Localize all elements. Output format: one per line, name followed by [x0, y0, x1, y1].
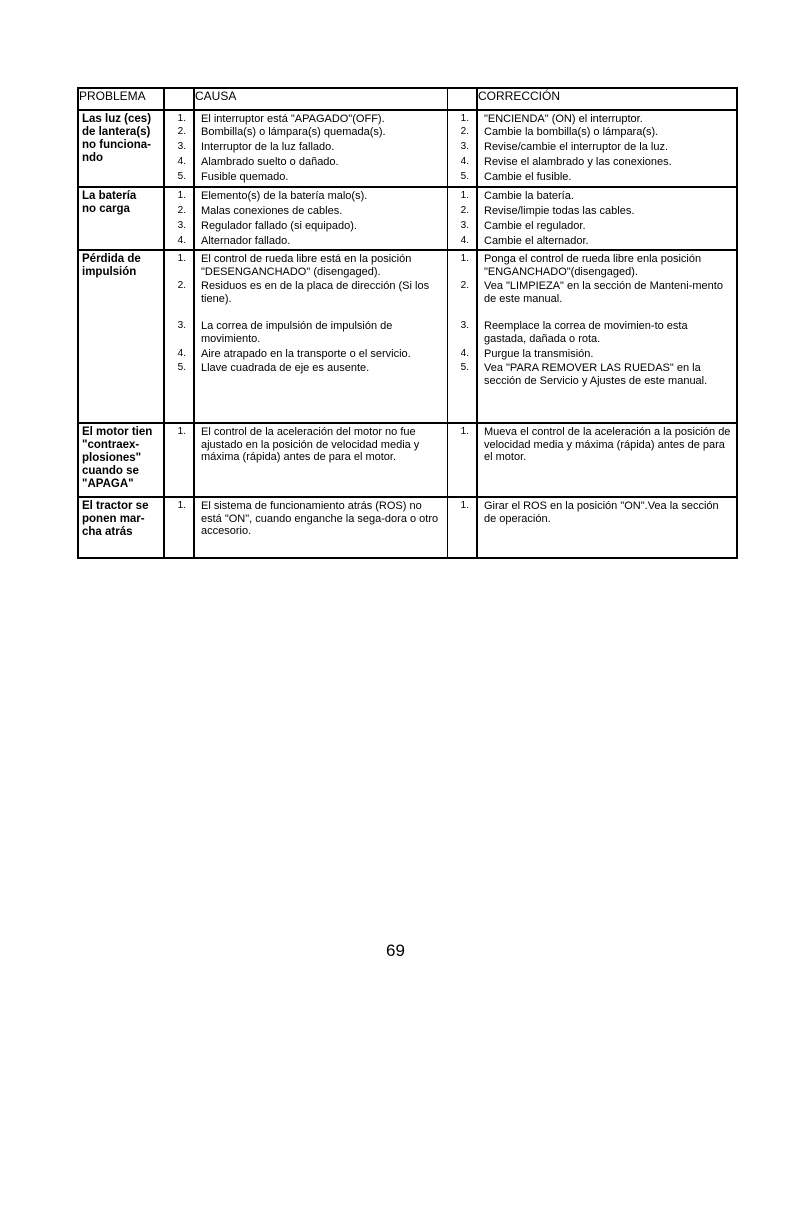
- item-number: 3.: [460, 141, 469, 152]
- item-number: 3.: [177, 320, 186, 331]
- cause-number-cell: [164, 187, 194, 250]
- header-causa: CAUSA: [194, 88, 447, 110]
- correction-item: Vea "LIMPIEZA" en la sección de Manteni-mento de este manual.: [484, 280, 723, 305]
- problem-cell: [78, 497, 164, 558]
- item-number: 2.: [177, 205, 186, 216]
- correction-cell: [477, 187, 737, 250]
- item-number: 4.: [460, 235, 469, 246]
- page-number: 69: [386, 941, 405, 960]
- item-number: 1.: [177, 426, 186, 437]
- cause-cell: [194, 497, 447, 558]
- problem-text: La batería no carga: [82, 190, 137, 215]
- correction-item: Girar el ROS en la posición "ON".Vea la sección de operación.: [484, 500, 719, 525]
- cause-item: El sistema de funcionamiento atrás (ROS) no está "ON", cuando enganche la sega-dora o otro accesorio.: [201, 500, 439, 537]
- correction-item: Revise/cambie el interruptor de la luz.: [484, 141, 669, 153]
- cause-item: Llave cuadrada de eje es ausente.: [201, 362, 370, 374]
- item-number: 4.: [460, 348, 469, 359]
- correction-item: Ponga el control de rueda libre enla posición "ENGANCHADO"(disengaged).: [484, 253, 702, 278]
- correction-number-cell: [447, 187, 477, 250]
- correction-item: Cambie el fusible.: [484, 171, 572, 183]
- cause-cell: [194, 110, 447, 187]
- item-number: 1.: [460, 113, 469, 124]
- cause-number-cell: [164, 110, 194, 187]
- item-number: 5.: [177, 171, 186, 182]
- cause-item: Interruptor de la luz fallado.: [201, 141, 335, 153]
- correction-number-cell: [447, 497, 477, 558]
- correction-number-cell: [447, 423, 477, 497]
- correction-item: Reemplace la correa de movimien-to esta gastada, dañada o rota.: [484, 320, 688, 345]
- problem-cell: [78, 110, 164, 187]
- problem-text: El motor tien "contraex- plosiones" cuando se "APAGA": [82, 426, 153, 490]
- item-number: 1.: [460, 500, 469, 511]
- cause-item: Alternador fallado.: [201, 235, 291, 247]
- cause-item: Aire atrapado en la transporte o el servicio.: [201, 348, 411, 360]
- item-number: 5.: [177, 362, 186, 373]
- table-row: [78, 187, 737, 250]
- problem-text: Las luz (ces) de lantera(s) no funciona- ndo: [82, 113, 152, 164]
- problem-text: El tractor se ponen mar- cha atrás: [82, 500, 149, 538]
- item-number: 3.: [177, 220, 186, 231]
- table-row: [78, 110, 737, 187]
- item-number: 4.: [460, 156, 469, 167]
- correction-number-cell: [447, 110, 477, 187]
- cause-item: El interruptor está "APAGADO"(OFF).: [201, 113, 385, 125]
- cause-item: Alambrado suelto o dañado.: [201, 156, 339, 168]
- header-problema: PROBLEMA: [78, 88, 164, 110]
- cause-item: Bombilla(s) o lámpara(s) quemada(s).: [201, 126, 386, 138]
- cause-item: El control de rueda libre está en la posición "DESENGANCHADO" (disengaged).: [201, 253, 412, 278]
- correction-item: Cambie el alternador.: [484, 235, 589, 247]
- problem-cell: [78, 187, 164, 250]
- correction-cell: [477, 497, 737, 558]
- item-number: 1.: [177, 190, 186, 201]
- correction-item: Cambie la batería.: [484, 190, 574, 202]
- table-row: [78, 250, 737, 423]
- header-number-spacer: [447, 88, 477, 110]
- cause-cell: [194, 187, 447, 250]
- table-row: [78, 423, 737, 497]
- cause-item: Fusible quemado.: [201, 171, 289, 183]
- item-number: 1.: [460, 253, 469, 264]
- item-number: 2.: [460, 205, 469, 216]
- item-number: 3.: [460, 220, 469, 231]
- correction-item: Cambie el regulador.: [484, 220, 586, 232]
- table-header-row: [78, 88, 737, 110]
- correction-item: Vea "PARA REMOVER LAS RUEDAS" en la sección de Servicio y Ajustes de este manual.: [484, 362, 708, 387]
- table-body: [78, 110, 737, 558]
- item-number: 1.: [177, 113, 186, 124]
- header-correccion: CORRECCIÓN: [477, 88, 737, 110]
- cause-number-cell: [164, 250, 194, 423]
- cause-item: Elemento(s) de la batería malo(s).: [201, 190, 368, 202]
- cause-item: Regulador fallado (si equipado).: [201, 220, 357, 232]
- table-row: [78, 497, 737, 558]
- correction-cell: [477, 110, 737, 187]
- correction-item: "ENCIENDA" (ON) el interruptor.: [484, 113, 643, 125]
- item-number: 4.: [177, 156, 186, 167]
- item-number: 3.: [177, 141, 186, 152]
- cause-item: El control de la aceleración del motor no fue ajustado en la posición de velocidad media y máxima (rápida) antes de para el motor.: [201, 426, 420, 463]
- item-number: 1.: [460, 190, 469, 201]
- item-number: 4.: [177, 348, 186, 359]
- item-number: 2.: [177, 280, 186, 291]
- item-number: 4.: [177, 235, 186, 246]
- header-number-spacer: [164, 88, 194, 110]
- correction-item: Mueva el control de la aceleración a la posición de velocidad media y máxima (rápida) antes de para el motor.: [484, 426, 731, 463]
- correction-item: Revise/limpie todas las cables.: [484, 205, 635, 217]
- cause-item: Malas conexiones de cables.: [201, 205, 343, 217]
- problem-text: Pérdida de impulsión: [82, 253, 141, 278]
- item-number: 2.: [177, 126, 186, 137]
- item-number: 1.: [177, 253, 186, 264]
- correction-item: Purgue la transmisión.: [484, 348, 594, 360]
- correction-cell: [477, 250, 737, 423]
- correction-cell: [477, 423, 737, 497]
- item-number: 1.: [177, 500, 186, 511]
- item-number: 3.: [460, 320, 469, 331]
- troubleshooting-table: [77, 87, 738, 559]
- problem-cell: [78, 423, 164, 497]
- item-number: 5.: [460, 362, 469, 373]
- cause-item: Residuos es en de la placa de dirección (Si los tiene).: [201, 280, 430, 305]
- item-number: 1.: [460, 426, 469, 437]
- item-number: 5.: [460, 171, 469, 182]
- correction-number-cell: [447, 250, 477, 423]
- cause-item: La correa de impulsión de impulsión de movimiento.: [201, 320, 393, 345]
- item-number: 2.: [460, 280, 469, 291]
- item-number: 2.: [460, 126, 469, 137]
- cause-cell: [194, 423, 447, 497]
- cause-cell: [194, 250, 447, 423]
- correction-item: Revise el alambrado y las conexiones.: [484, 156, 672, 168]
- cause-number-cell: [164, 423, 194, 497]
- cause-number-cell: [164, 497, 194, 558]
- correction-item: Cambie la bombilla(s) o lámpara(s).: [484, 126, 659, 138]
- problem-cell: [78, 250, 164, 423]
